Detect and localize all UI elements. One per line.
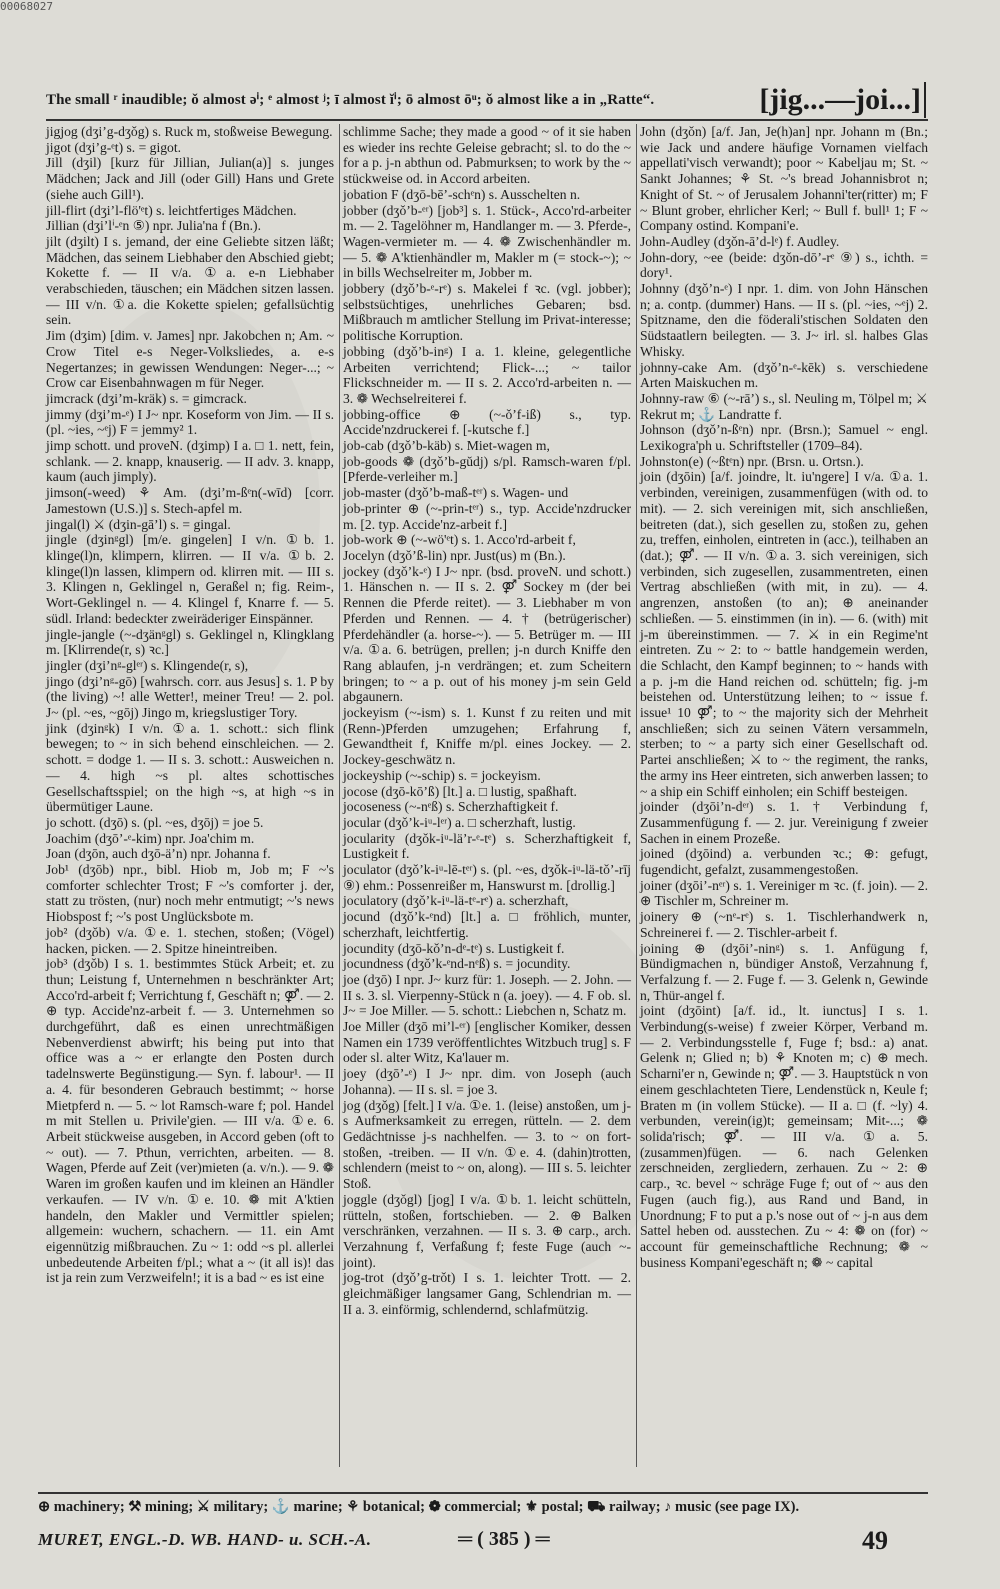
entry-joey: joey (dʒōʼ-ᵉ) I J~ npr. dim. von Joseph (auch Johanna). — II s. sl. = joe 3. [343,1066,631,1097]
entry-job-1: Job¹ (dʒōb) npr., bibl. Hiob m, Job m; F ~'s comforter schlechter Trost; F ~'s comforter j. der, statt zu trösten, (nur) noch mehr entmutigt; ~'s news Hiobspost f; ~'s post Unglücksbote m. [46,862,334,925]
entry-job-master: job-master (dʒǒʼb-maß-tᵉʳ) s. Wagen- und [343,485,569,501]
entry-jobbery: jobbery (dʒǒʼb-ᵉ-rᵉ) s. Makelei f ꝛc. (vgl. jobber); selbstsüchtiges, unehrliches Gebaren; bsd. Mißbrauch m amtlicher Stellung im Privat-interesse; politische Korruption. [343,281,631,344]
entry-jocelyn: Jocelyn (dʒǒʼß-lin) npr. Just(us) m (Bn.). [343,547,566,563]
entry-jingler: jingler (dʒiʼnᵍ-glᵉʳ) s. Klingende(r, s), [46,657,249,673]
entry-joining: joining ⊕ (dʒōiʼ-ninᵍ) s. 1. Anfügung f, Bündigmachen n, bündiger Anstoß, Verzahnung f, Verfalzung f. — 2. Fuge f. — 3. Gelenk n, Gewinde n, Thür-angel f. [640,940,928,1003]
entry-jimson-weed: jimson(-weed) ⚘ Am. (dʒiʼm-ßᵉn(-wīd) [corr. Jamestown (U.S.)] s. Stech-apfel m. [46,485,334,516]
entry-job-goods: job-goods ❁ (dʒǒʼb-gŭdj) s/pl. Ramsch-waren f/pl. [Pferde-verleiher m.] [343,453,631,485]
entry-jockeyism: jockeyism (~-ism) s. 1. Kunst f zu reiten und mit (Renn-)Pferden umzugehen; Erfahrung f, Gewandtheit f, Kniffe m/pl. eines Jockey. — 2. Jockey-geschwätz n. [343,705,631,768]
sheet-number: ═ ( 385 ) ═ [458,1528,550,1550]
entry-johnson: Johnson (dʒǒʼn-ßᵉn) npr. (Brsn.); Samuel ~ engl. Lexikogra'ph u. Schriftsteller (1709–84). [640,422,928,454]
entry-johnny: Johnny (dʒǒʼn-ᵉ) I npr. 1. dim. von John Hänschen n; a. contp. (dummer) Hans. — II s. (pl. ~ies, ~ᵉj) 2. Spitzname, den die föderali'stischen Soldaten den Südstaatlern beilegten. — 3. J~ irl. sl. halbes Glas Whisky. [640,281,928,359]
entry-jocundity: jocundity (dʒō-kǒʼn-dᵉ-tᵉ) s. Lustigkeit f. [343,940,565,956]
entry-jobbing: jobbing (dʒǒʼb-inᵍ) I a. 1. kleine, gelegentliche Arbeiten verrichtend; Flick-...; ~ tailor Flickschneider m. — II s. 2. Acco'rd-arbeiten n. — 3. ❁ Wechselreiterei f. [343,343,631,406]
entry-jocular: jocular (dʒǒʼk-iᵘ-lᵉʳ) a. □ scherzhaft, lustig. [343,814,576,830]
entry-job-work: job-work ⊕ (~-wö'ᵉt) s. 1. Acco'rd-arbeit f, [343,532,576,548]
entry-jim: Jim (dʒim) [dim. v. James] npr. Jakobchen n; Am. ~ Crow Titel e-s Neger-Volksliedes, a. e-s Negertanzes; in gewissen Wendungen: Neger-...; ~ Crow car Eisenbahnwagen m für Neger. [46,328,334,391]
entry-jog: jog (dʒǒg) [felt.] I v/a. ①e. 1. (leise) anstoßen, um j-s Aufmerksamkeit zu erregen, rütteln. — 2. dem Gedächtnisse j-s nachhelfen. — 3. to ~ on fort-stoßen, -treiben. — II v/n. ①e. 4. (dahin)trotten, schlendern (meist to ~ on, along). — III s. 5. leichter Stoß. [343,1097,631,1192]
entry-jockey: jockey (dʒǒʼk-ᵉ) I J~ npr. (bsd. proveN. und schott.) 1. Hänschen n. — II s. 2. ⚤ Sockey m (der bei Rennen die Pferde reitet). — 3. Liebhaber m von Pferden und Rennen. — 4. † (betrügerischer) Pferdehändler (a. horse-~). — 5. Betrüger m. — III v/a. ①a. 6. betrügen, prellen; j-n durch Kniffe den Rang ablaufen, j-n verdrängen; et. zum Scheitern bringen; to ~ a p. out of his money j-m sein Geld abgaunern. [343,563,631,705]
column-divider [636,124,637,1467]
entry-joinery: joinery ⊕ (~nᵉ-rᵉ) s. 1. Tischlerhandwerk n, Schreinerei f. — 2. Tischler-arbeit f. [640,909,928,940]
page-number: 49 [862,1526,888,1555]
guide-words: [jig...—joi...] [759,82,926,118]
entry-job-2: job² (dʒǒb) v/a. ①e. 1. stechen, stoßen; (Vögel) hacken, picken. — 2. Spitze hineintreiben. [46,924,334,956]
entry-joe: joe (dʒō) I npr. J~ kurz für: 1. Joseph. — 2. John. — II s. 3. sl. Vierpenny-Stück n (a. joey). — 4. F ob. sl. J~ = Joe Miller. — 5. schott.: Liebchen n, Schatz m. [343,971,631,1019]
page-footer [38,1522,928,1562]
entry-jocose: jocose (dʒō-kōʼß) [lt.] a. □ lustig, spaßhaft. [343,783,577,799]
column-3 [640,124,928,1270]
entry-johnston: Johnston(e) (~ßtᵉn) npr. (Brsn. u. Ortsn.). [640,453,864,469]
entry-jimp: jimp schott. und proveN. (dʒimp) I a. □ 1. nett, fein, schlank. — 2. knapp, knauserig. — II adv. 3. knapp, kaum (auch jimply). [46,438,334,485]
entry-jill-flirt: jill-flirt (dʒiʼl-flö'ᵉt) s. leichtfertiges Mädchen. [46,202,297,218]
entry-jingal: jingal(l) ⚔ (dʒin-gāʼl) s. = gingal. [46,516,231,532]
running-header [46,83,926,122]
entry-joan: Joan (dʒōn, auch dʒō-äʼn) npr. Johanna f. [46,846,271,862]
entry-john: John (dʒǒn) [a/f. Jan, Je(h)an] npr. Johann m (Bn.; wie Jack und andere häufige Vornamen vielfach appellati'visch verwandt); poor ~ Kabeljau m; St. ~ Sankt Johannes; ⚘ St. ~'s bread Johannisbrot n; Knight of St. ~ of Jerusalem Johanni'ter(ritter) m; F ~ Blunt grober, ehrlicher Kerl; ~ Bull f. bull¹ 1; F ~ Company ostind. Kompani'e. [640,124,928,234]
entry-joculatory: joculatory (dʒǒʼk-iᵘ-lä-tᵉ-rᵉ) a. scherzhaft, [343,893,569,909]
entry-job-3-cont: schlimme Sache; they made a good ~ of it sie haben es wieder ins rechte Geleise gebracht; sl. to do the ~ for a p. j-n abthun od. Pabmurksen; to work by the ~ stückweise od. in Accord arbeiten. [343,124,631,187]
entry-jocund: jocund (dʒǒʼk-ᵉnd) [lt.] a. □ fröhlich, munter, scherzhaft, leichtfertig. [343,909,631,940]
entry-joculator: joculator (dʒǒʼk-iᵘ-lē-tᵉʳ) s. (pl. ~es, dʒǒk-iᵘ-lä-tǒʼ-rīj ⑨) ehm.: Possenreißer m, Hanswurst m. [drollig.] [343,862,631,893]
entry-joiner: joiner (dʒōiʼ-nᵉʳ) s. 1. Vereiniger m ꝛc. (f. join). — 2. ⊕ Tischler m, Schreiner m. [640,877,928,909]
entry-joe-miller: Joe Miller (dʒō miʼl-ᵉʳ) [englischer Komiker, dessen Namen ein 1739 veröffentlichtes Witzbuch trug] s. F oder sl. alter Witz, Ka'lauer m. [343,1019,631,1066]
entry-jobber: jobber (dʒǒʼb-ᵉʳ) [job³] s. 1. Stück-, Acco'rd-arbeiter m. — 2. Tagelöhner m, Handlanger m. — 3. Pferde-, Wagen-vermieter m. — 4. ❁ Zwischenhändler m. — 5. ❁ A'ktienhändler m, Makler m (= stock-~); ~ in bills Wechselreiter m, Jobber m. [343,202,631,281]
column-1 [46,124,334,1286]
entry-jockeyship: jockeyship (~-schip) s. = jockeyism. [343,767,541,783]
entry-joinder: joinder (dʒōiʼn-dᵉʳ) s. 1. † Verbindung f, Zusammenfügung f. — 2. jur. Vereinigung f zweier Sachen in einem Prozeße. [640,799,928,846]
entry-john-dory: John-dory, ~ee (beide: dʒǒn-dōʼ-rᵉ ⑨) s., ichth. = dory¹. [640,249,928,281]
entry-join: join (dʒōin) [a/f. joindre, lt. iu'ngere] I v/a. ①a. 1. verbinden, vereinigen, zusammenfügen (with od. to mit). — 2. sich vereinigen mit, sich anschließen, beitreten (dat.), sich gesellen zu, stoßen zu, gehen zu, treffen, einholen, eintreten in (acc.), teilhaben an (dat.); ⚤. — II v/n. ①a. 3. sich vereinigen, sich verbinden, sich zugesellen, zusammentreten, einen Vertrag abschließen (with mit, in zu). — 4. angrenzen, anstoßen (to an); ⊕ aneinander schließen. — 5. einstimmen (in in). — 6. (with) mit j-m übereinstimmen. — 7. ⚔ in ein Regime'nt eintreten. Zu ~ 2: to ~ battle handgemein werden, die Schlacht, den Kampf beginnen; to ~ hands with a p. j-m die Hand reichen od. schütteln; fig. j-m beistehen od. Unterstützung leihen; to ~ issue f. issue¹ 10 ⚤; to ~ the majority sich der Mehrheit anschließen; sich zu seinen Vätern versammeln, sterben; to ~ a party sich einer Gesellschaft od. Partei anschließen; ⚔ to ~ the regiment, the ranks, the army ins Heer eintreten, sich anwerben lassen; to ~ a ship ein Schiff einholen; ein Schiff besteigen. [640,469,928,799]
entry-job-printer: job-printer ⊕ (~-prin-tᵉʳ) s., typ. Accide'nzdrucker m. [2. typ. Accide'nz-arbeit f.] [343,500,631,532]
entry-jingle: jingle (dʒinᵍgl) [m/e. gingelen] I v/n. ①b. 1. klinge(l)n, klimpern, klirren. — II v/a. ①b. 2. klinge(l)n lassen, klimpern od. klirren mit. — III s. 3. Klingen n, Geklingel n, Geraßel n; fig. Reim-, Wort-Geklingel n. — 4. Klingel f, Knarre f. — 5. südl. Irland: bedeckter zweiräderiger Einspänner. [46,532,334,626]
pronunciation-key: The small ʳ inaudible; ǒ almost ǝⁱ; ᵉ almost ʲ; ī almost ĭⁱ; ō almost ōᵘ; ǒ almost like a in „Ratte“. [46,92,655,108]
entry-johnny-cake: johnny-cake Am. (dʒǒʼn-ᵉ-kēk) s. verschiedene Arten Maiskuchen m. [640,359,928,391]
entry-joachim: Joachim (dʒōʼ-ᵉ-kim) npr. Joa'chim m. [46,830,255,846]
entry-jill: Jill (dʒil) [kurz für Jillian, Julian(a)] s. junges Mädchen; Jack and Jill (oder Gill) Hans und Grete (siehe auch Gill¹). [46,155,334,202]
entry-jobbing-office: jobbing-office ⊕ (~-ǒʼf-iß) s., typ. Accide'nzdruckerei f. [-kutsche f.] [343,406,631,438]
entry-joggle: joggle (dʒǒgl) [jog] I v/a. ①b. 1. leicht schütteln, rütteln, stoßen, fortschieben. — 2. ⊕ Balken verschränken, verzahnen. — II s. 3. ⊕ carp., arch. Verzahnung f, Verfaßung f; feste Fuge (auch ~-joint). [343,1191,631,1270]
entry-jimcrack: jimcrack (dʒiʼm-kräk) s. = gimcrack. [46,390,247,406]
entry-jigjog: jigjog (dʒiʼg-dʒǒg) s. Ruck m, stoßweise Bewegung. [46,124,333,139]
entry-jocularity: jocularity (dʒǒk-iᵘ-läʼr-ᵉ-tᵉ) s. Scherzhaftigkeit f, Lustigkeit f. [343,830,631,862]
publication-title: MURET, ENGL.-D. WB. HAND- u. SCH.-A. [38,1530,372,1549]
entry-joined: joined (dʒōind) a. verbunden ꝛc.; ⊕: gefugt, fugendicht, gefalzt, zusammengestoßen. [640,846,928,878]
entry-johnny-raw: Johnny-raw ⑥ (~-rāʼ) s., sl. Neuling m, Tölpel m; ⚔ Rekrut m; ⚓ Landratte f. [640,390,928,422]
entry-jigot: jigot (dʒiʼg-ᵉt) s. = gigot. [46,139,181,155]
entry-jingo: jingo (dʒiʼnᵍ-gō) [wahrsch. corr. aus Jesus] s. 1. P by (the living) ~! alle Wetter!, meiner Treu! — 2. pol. J~ (pl. ~es, ~gōj) Jingo m, kriegslustiger Tory. [46,673,334,721]
entry-job-3: job³ (dʒǒb) I s. 1. bestimmtes Stück Arbeit; et. zu thun; Leistung f, Unternehmen n beschränkter Art; Acco'rd-arbeit f; Verrichtung f, Geschäft n; ⚤. — 2. ⊕ typ. Accide'nz-arbeit f. — 3. Unternehmen so durchgeführt, daß es einen unrechtmäßigen Nebenverdienst abwirft; his being put into that office was a ~ er erlangte den Posten durch tadelnswerte Begünstigung.— Syn. f. labour¹. — II a. 4. für besonderen Gebrauch bestimmt; ~ horse Mietpferd n. — 5. ~ lot Ramsch-ware f; pol. Handel m mit Stellen u. Privile'gien. — III v/a. ①e. 6. Arbeit stückweise ausgeben, in Accord geben (oft to ~ out). — 7. Pthun, verrichten, arbeiten. — 8. Wagen, Pferde auf Zeit (ver)mieten (a. v/n.). — 9. ❁ Waren im großen kaufen und im kleinen an Händler verkaufen. — IV v/n. ①e. 10. ❁ mit A'ktien handeln, den Makler und Vermittler spielen; allgemein: wuchern, schachern. — 11. ein Amt eigennützig mißbrauchen. Zu ~ 1: odd ~s pl. allerlei unbedeutende Arbeiten f/pl.; what a ~ (it all is)! das ist ja rein zum Verzweifeln!; it is a bad ~ es ist eine [46,956,334,1286]
entry-jink: jink (dʒinᵍk) I v/n. ①a. 1. schott.: sich flink bewegen; to ~ in sich behend einschleichen. — 2. schott. = dodge 1. — II s. 3. schott.: Ausweichen n. — 4. high ~s pl. altes schottisches Gesellschaftsspiel; on the high ~s, at high ~s in übermütiger Laune. [46,720,334,815]
entry-john-audley: John-Audley (dʒǒn-āʼd-lᵉ) f. Audley. [640,233,840,249]
entry-jo: jo schott. (dʒō) s. (pl. ~es, dʒōj) = joe 5. [46,814,264,830]
entry-jilt: jilt (dʒilt) I s. jemand, der eine Geliebte sitzen läßt; Mädchen, das seinem Liebhaber den Abschied giebt; Kokette f. — II v/a. ①a. e-n Liebhaber verabschieden, täuschen; ein Mädchen sitzen lassen. — III v/n. ①a. die Kokette spielen; gefallsüchtig sein. [46,233,334,328]
header-rule [46,119,928,121]
entry-jingle-jangle: jingle-jangle (~-dʒänᵍgl) s. Geklingel n, Klingklang m. [Klirrende(r, s) ꝛc.] [46,626,334,658]
scan-id: 00068027 [0,0,53,13]
column-2 [343,124,631,1317]
entry-job-cab: job-cab (dʒǒʼb-käb) s. Miet-wagen m, [343,438,550,454]
entry-jimmy: jimmy (dʒiʼm-ᵉ) I J~ npr. Koseform von Jim. — II s. (pl. ~ies, ~ᵉj) F = jemmy² 1. [46,406,334,438]
column-divider [339,124,340,1467]
entry-jocundness: jocundness (dʒǒʼk-ᵉnd-nᵉß) s. = jocundity. [343,956,571,972]
entry-jobation: jobation F (dʒō-bēʼ-schᵉn) s. Ausschelten n. [343,186,581,202]
entry-jocoseness: jocoseness (~-nᵉß) s. Scherzhaftigkeit f. [343,799,559,815]
entry-jillian: Jillian (dʒiʼlⁱ-ᵉn ⑤) npr. Julia'na f (Bn.). [46,218,261,234]
entry-jog-trot: jog-trot (dʒǒʼg-trǒt) I s. 1. leichter Trott. — 2. gleichmäßiger langsamer Gang, Schlendrian m. — II a. 3. einförmig, schlendernd, schlafmützig. [343,1270,631,1317]
symbol-legend: ⊕ machinery; ⚒ mining; ⚔ military; ⚓ marine; ⚘ botanical; ❁ commercial; ⚜ postal; ⛟ railway; ♪ music (see page IX). [38,1492,928,1517]
entry-joint: joint (dʒōint) [a/f. id., lt. iunctus] I s. 1. Verbindung(s-weise) f zweier Körper, Verband m. — 2. Verbindungsstelle f, Fuge f; bsd.: a) anat. Gelenk n; Glied n; b) ⚘ Knoten m; c) ⊕ mech. Scharni'er n, Gewinde n; ⚤. — 3. Hauptstück n von einem geschlachteten Tiere, Lendenstück n, Keule f; Braten m (in vollem Stücke). — II a. □ (f. ~ly) 4. verbunden, verein(ig)t; gemeinsam; Mit-...; ❁ solida'risch; ⚤. — III v/a. ①a. 5. (zusammen)fügen. — 6. nach Gelenken zerschneiden, zergliedern, zerhauen. Zu ~ 2: ⊕ carp., ꝛc. bevel ~ schräge Fuge f; out of ~ aus den Fugen (auch fig.), aus Rand und Band, in Unordnung; F to put a p.'s nose out of ~ j-n aus dem Sattel heben od. ausstechen. Zu ~ 4: ❁ on (for) ~ account für gemeinschaftliche Rechnung; ❁ ~ business Kompani'egeschäft n; ❁ ~ capital [640,1003,928,1270]
